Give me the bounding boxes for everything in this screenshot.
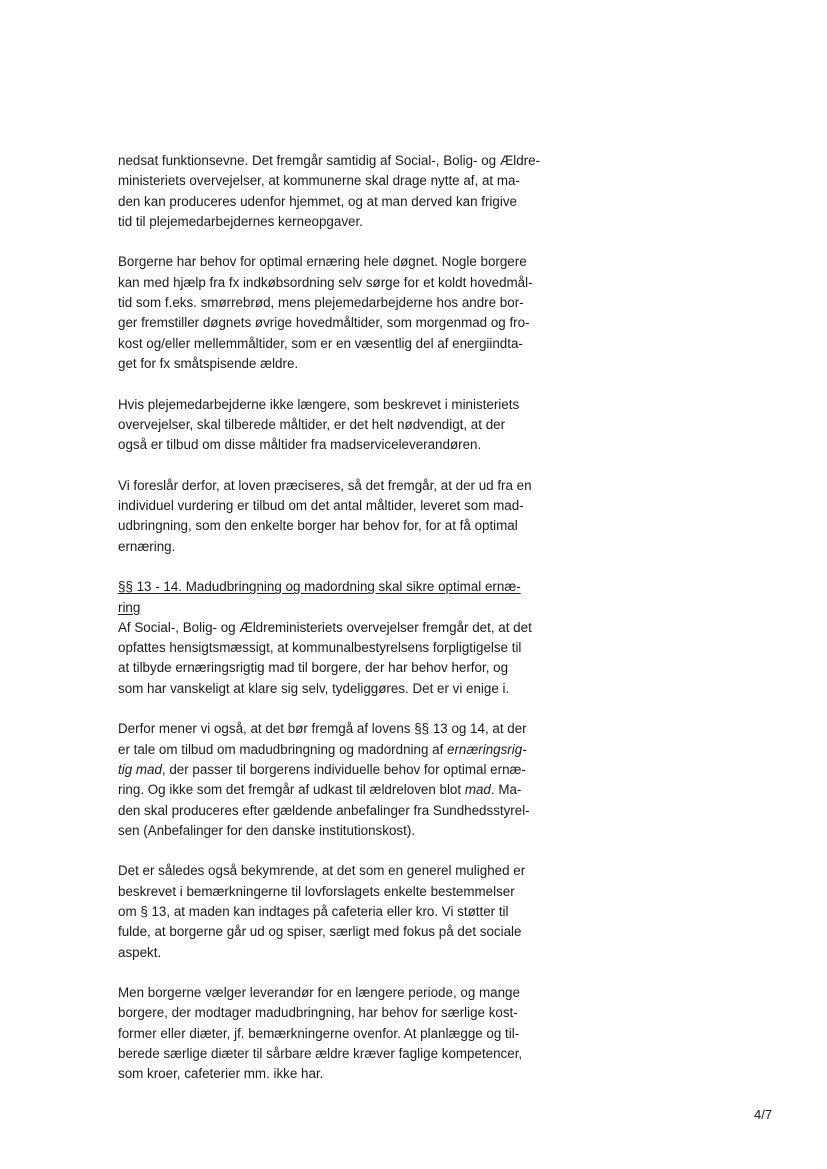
text-line: ring. Og ikke som det fremgår af udkast til ældreloven blot mad. Ma-	[118, 782, 522, 798]
section	[118, 577, 552, 699]
emphasis-text: ernæringsrig-	[447, 741, 527, 757]
text-line: sen (Anbefalinger for den danske institutionskost).	[118, 822, 415, 838]
text-line: individuel vurdering er tilbud om det antal måltider, leveret som mad-	[118, 498, 524, 514]
page-number: 4/7	[754, 1107, 773, 1122]
text-line: Hvis plejemedarbejderne ikke længere, som beskrevet i ministeriets	[118, 396, 520, 412]
text-line: borgere, der modtager madudbringning, har behov for særlige kost-	[118, 1005, 518, 1021]
section-heading: ring	[118, 599, 141, 615]
text-line: også er tilbud om disse måltider fra madserviceleverandøren.	[118, 437, 482, 453]
paragraph	[118, 151, 552, 232]
document-body	[118, 151, 552, 1085]
text-line: tig mad, der passer til borgerens individuelle behov for optimal ernæ-	[118, 761, 526, 777]
text-line: som kroer, cafeterier mm. ikke har.	[118, 1066, 324, 1082]
text-line: ministeriets overvejelser, at kommunerne skal drage nytte af, at ma-	[118, 173, 520, 189]
paragraph	[118, 861, 552, 962]
text-line: tid som f.eks. smørrebrød, mens plejemedarbejderne hos andre bor-	[118, 295, 524, 311]
emphasis-text: mad	[464, 782, 491, 798]
text-line: den kan produceres udenfor hjemmet, og at man derved kan frigive	[118, 193, 517, 209]
text-line: aspekt.	[118, 944, 162, 960]
text-line: former eller diæter, jf. bemærkningerne ovenfor. At planlægge og til-	[118, 1025, 520, 1041]
text-line: Vi foreslår derfor, at loven præciseres, så det fremgår, at der ud fra en	[118, 477, 532, 493]
text-line: Det er således også bekymrende, at det som en generel mulighed er	[118, 863, 526, 879]
text-line: udbringning, som den enkelte borger har behov for, for at få optimal	[118, 518, 518, 534]
paragraph	[118, 719, 552, 841]
text-line: nedsat funktionsevne. Det fremgår samtidig af Social-, Bolig- og Ældre-	[118, 153, 541, 168]
paragraph	[118, 252, 552, 374]
section-heading: §§ 13 - 14. Madudbringning og madordning skal sikre optimal ernæ-	[118, 579, 521, 595]
text-line: opfattes hensigtsmæssigt, at kommunalbestyrelsens forpligtigelse til	[118, 640, 522, 656]
text-line: berede særlige diæter til sårbare ældre kræver faglige kompetencer,	[118, 1046, 523, 1062]
text-line: fulde, at borgerne går ud og spiser, særligt med fokus på det sociale	[118, 924, 522, 940]
text-line: Derfor mener vi også, at det bør fremgå af lovens §§ 13 og 14, at der	[118, 721, 527, 737]
text-line: kost og/eller mellemmåltider, som er en væsentlig del af energiindta-	[118, 335, 523, 351]
paragraph	[118, 476, 552, 557]
text-line: er tale om tilbud om madudbringning og madordning af ernæringsrig-	[118, 741, 527, 757]
emphasis-text: tig mad	[118, 761, 162, 777]
text-line: ernæring.	[118, 538, 176, 554]
paragraph	[118, 983, 552, 1084]
text-line: som har vanskeligt at klare sig selv, tydeliggøres. Det er vi enige i.	[118, 680, 510, 696]
text-line: den skal produceres efter gældende anbefalinger fra Sundhedsstyrel-	[118, 802, 530, 818]
text-line: Borgerne har behov for optimal ernæring hele døgnet. Nogle borgere	[118, 254, 527, 270]
text-line: get for fx småtspisende ældre.	[118, 355, 299, 371]
text-line: beskrevet i bemærkningerne til lovforslagets enkelte bestemmelser	[118, 883, 515, 899]
text-line: tid til plejemedarbejdernes kerneopgaver.	[118, 213, 363, 229]
paragraph	[118, 395, 552, 456]
text-line: overvejelser, skal tilberede måltider, er det helt nødvendigt, at der	[118, 416, 506, 432]
text-line: Af Social-, Bolig- og Ældreministeriets overvejelser fremgår det, at det	[118, 619, 532, 635]
text-line: om § 13, at maden kan indtages på cafeteria eller kro. Vi støtter til	[118, 903, 509, 919]
text-line: kan med hjælp fra fx indkøbsordning selv sørge for et koldt hovedmål-	[118, 274, 533, 290]
text-line: Men borgerne vælger leverandør for en længere periode, og mange	[118, 985, 520, 1001]
text-line: ger fremstiller døgnets øvrige hovedmåltider, som morgenmad og fro-	[118, 315, 530, 331]
text-line: at tilbyde ernæringsrigtig mad til borgere, der har behov herfor, og	[118, 660, 509, 676]
